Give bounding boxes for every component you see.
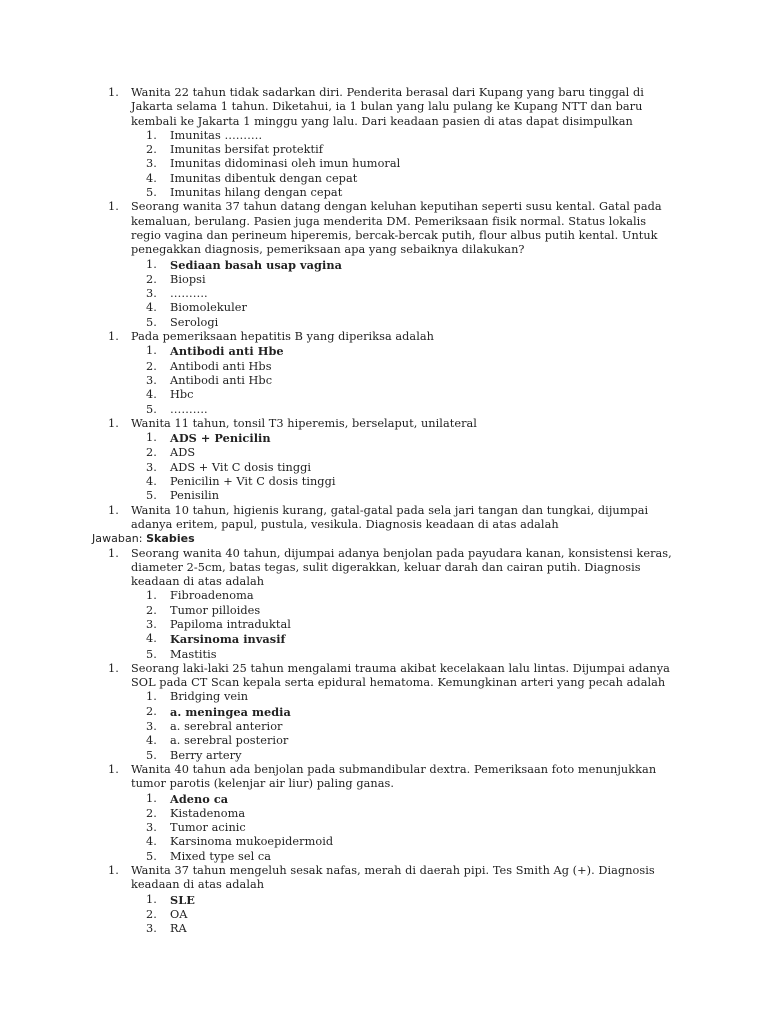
option-text: Sediaan basah usap vagina	[170, 257, 342, 272]
option-correct	[0, 344, 768, 359]
option-text: Papiloma intraduktal	[170, 617, 291, 631]
option-number: 5.	[146, 849, 157, 863]
option-number: 5.	[146, 647, 157, 661]
option-text: Kistadenoma	[170, 806, 246, 820]
option-text: Biomolekuler	[170, 301, 247, 315]
option-item	[0, 821, 768, 835]
question-5	[0, 504, 768, 533]
question-text: Seorang laki-laki 25 tahun mengalami trauma akibat kecelakaan lalu lintas. Dijumpai adanya SOL pada CT Scan kepala serta epidural hematoma. Kemungkinan arteri yang pecah adalah	[131, 661, 670, 690]
answer-line	[0, 532, 768, 546]
option-text: Adeno ca	[170, 791, 229, 806]
option-item	[0, 690, 768, 704]
option-number: 3.	[146, 720, 157, 734]
question-number: 1.	[108, 503, 119, 517]
option-item	[0, 807, 768, 821]
option-number: 2.	[146, 143, 157, 157]
options-list	[0, 589, 768, 661]
option-text: Imunitas hilang dengan cepat	[170, 186, 343, 200]
option-number: 1.	[146, 257, 157, 271]
option-number: 4.	[146, 388, 157, 402]
option-item	[0, 648, 768, 662]
option-text: Antibodi anti Hbc	[170, 373, 273, 387]
option-correct	[0, 431, 768, 446]
option-number: 5.	[146, 186, 157, 200]
option-number: 4.	[146, 835, 157, 849]
question-number: 1.	[108, 546, 119, 560]
option-text: Fibroadenoma	[170, 589, 254, 603]
options-list	[0, 431, 768, 503]
question-6	[0, 547, 768, 590]
question-text: Seorang wanita 40 tahun, dijumpai adanya benjolan pada payudara kanan, konsistensi keras, diameter 2-5cm, batas tegas, sulit digerakkan, keluar darah dan cairan putih. Diagnosis keadaan di atas adalah	[131, 546, 672, 589]
option-item	[0, 360, 768, 374]
option-number: 5.	[146, 489, 157, 503]
option-number: 2.	[146, 446, 157, 460]
option-item	[0, 403, 768, 417]
option-number: 2.	[146, 359, 157, 373]
option-item	[0, 908, 768, 922]
option-number: 2.	[146, 907, 157, 921]
option-text: Tumor pilloides	[170, 603, 261, 617]
option-correct	[0, 258, 768, 273]
option-item	[0, 316, 768, 330]
question-text: Wanita 10 tahun, higienis kurang, gatal-gatal pada sela jari tangan dan tungkai, dijumpai adanya eritem, papul, pustula, vesikula. Diagnosis keadaan di atas adalah	[131, 503, 649, 531]
option-number: 3.	[146, 460, 157, 474]
option-text: Mixed type sel ca	[170, 849, 272, 863]
question-3	[0, 330, 768, 344]
option-item	[0, 749, 768, 763]
question-number: 1.	[108, 661, 119, 675]
option-text: a. meningea media	[170, 704, 291, 719]
option-item	[0, 129, 768, 143]
option-text: a. serebral anterior	[170, 720, 283, 734]
question-number: 1.	[108, 416, 119, 430]
option-number: 4.	[146, 734, 157, 748]
option-correct	[0, 632, 768, 647]
option-number: 1.	[146, 791, 157, 805]
option-number: 1.	[146, 589, 157, 603]
option-number: 4.	[146, 475, 157, 489]
question-9	[0, 864, 768, 893]
option-text: Serologi	[170, 315, 219, 329]
options-list	[0, 690, 768, 762]
option-number: 4.	[146, 632, 157, 646]
question-2	[0, 200, 768, 257]
option-text: SLE	[170, 892, 195, 907]
option-number: 1.	[146, 892, 157, 906]
option-number: 5.	[146, 748, 157, 762]
option-text: Antibodi anti Hbs	[170, 359, 272, 373]
options-list	[0, 258, 768, 330]
option-text: ……….	[170, 287, 208, 301]
option-number: 1.	[146, 128, 157, 142]
option-number: 2.	[146, 704, 157, 718]
option-text: Antibodi anti Hbe	[170, 344, 284, 359]
option-number: 2.	[146, 806, 157, 820]
option-number: 4.	[146, 171, 157, 185]
question-4	[0, 417, 768, 431]
option-item	[0, 835, 768, 849]
option-text: Biopsi	[170, 272, 206, 286]
answer-value: Skabies	[146, 532, 195, 546]
options-list	[0, 893, 768, 937]
option-item	[0, 489, 768, 503]
option-text: RA	[170, 922, 187, 936]
answer-label: Jawaban:	[92, 532, 147, 546]
option-correct	[0, 893, 768, 908]
option-number: 1.	[146, 690, 157, 704]
option-item	[0, 388, 768, 402]
option-text: Imunitas bersifat protektif	[170, 143, 323, 157]
option-number: 2.	[146, 272, 157, 286]
option-number: 3.	[146, 821, 157, 835]
option-number: 3.	[146, 617, 157, 631]
question-7	[0, 662, 768, 691]
option-item	[0, 589, 768, 603]
option-text: Imunitas didominasi oleh imun humoral	[170, 157, 401, 171]
option-number: 3.	[146, 157, 157, 171]
option-number: 1.	[146, 431, 157, 445]
option-number: 5.	[146, 402, 157, 416]
option-number: 3.	[146, 373, 157, 387]
option-item	[0, 475, 768, 489]
question-text: Seorang wanita 37 tahun datang dengan keluhan keputihan seperti susu kental. Gatal pada kemaluan, berulang. Pasien juga menderita DM. Pemeriksaan fisik normal. Status lokalis regio vagina dan perineum hiperemis, bercak-bercak putih, flour albus putih kental. Untuk penegakkan diagnosis, pemeriksaan apa yang sebaiknya dilakukan?	[131, 200, 662, 257]
option-text: OA	[170, 907, 188, 921]
option-text: Mastitis	[170, 647, 217, 661]
options-list	[0, 792, 768, 864]
question-text: Wanita 37 tahun mengeluh sesak nafas, merah di daerah pipi. Tes Smith Ag (+). Diagnosis keadaan di atas adalah	[131, 864, 655, 892]
option-number: 4.	[146, 301, 157, 315]
option-text: Imunitas dibentuk dengan cepat	[170, 171, 358, 185]
option-item	[0, 273, 768, 287]
option-item	[0, 301, 768, 315]
option-item	[0, 461, 768, 475]
question-text: Wanita 22 tahun tidak sadarkan diri. Penderita berasal dari Kupang yang baru tinggal di Jakarta selama 1 tahun. Diketahui, ia 1 bulan yang lalu pulang ke Kupang NTT dan baru kembali ke Jakarta 1 minggu yang lalu. Dari keadaan pasien di atas dapat disimpulkan	[131, 86, 644, 128]
option-text: ADS	[170, 446, 196, 460]
question-number: 1.	[108, 200, 119, 214]
question-text: Wanita 11 tahun, tonsil T3 hiperemis, berselaput, unilateral	[131, 416, 477, 430]
option-number: 3.	[146, 287, 157, 301]
option-number: 5.	[146, 315, 157, 329]
option-item	[0, 446, 768, 460]
question-number: 1.	[108, 762, 119, 776]
option-item	[0, 604, 768, 618]
option-text: Hbc	[170, 388, 194, 402]
option-text: Penisilin	[170, 489, 220, 503]
option-number: 3.	[146, 922, 157, 936]
document-body	[0, 86, 768, 937]
option-text: ADS + Vit C dosis tinggi	[170, 460, 312, 474]
option-correct	[0, 705, 768, 720]
question-1	[0, 86, 768, 129]
option-correct	[0, 792, 768, 807]
question-text: Pada pemeriksaan hepatitis B yang diperiksa adalah	[131, 330, 434, 344]
option-text: Karsinoma invasif	[170, 632, 286, 647]
option-item	[0, 186, 768, 200]
option-number: 1.	[146, 344, 157, 358]
option-text: a. serebral posterior	[170, 734, 289, 748]
option-text: Penicilin + Vit C dosis tinggi	[170, 475, 336, 489]
question-number: 1.	[108, 864, 119, 878]
options-list	[0, 344, 768, 416]
option-text: Tumor acinic	[170, 821, 246, 835]
option-item	[0, 720, 768, 734]
option-item	[0, 143, 768, 157]
option-text: ……….	[170, 402, 208, 416]
option-text: Berry artery	[170, 748, 242, 762]
option-item	[0, 287, 768, 301]
option-item	[0, 850, 768, 864]
question-number: 1.	[108, 330, 119, 344]
question-number: 1.	[108, 86, 119, 99]
option-item	[0, 734, 768, 748]
option-item	[0, 172, 768, 186]
option-item	[0, 618, 768, 632]
options-list	[0, 129, 768, 200]
option-item	[0, 374, 768, 388]
question-8	[0, 763, 768, 792]
option-number: 2.	[146, 603, 157, 617]
option-text: Karsinoma mukoepidermoid	[170, 835, 334, 849]
option-item	[0, 922, 768, 936]
option-text: Imunitas ……….	[170, 128, 263, 142]
option-text: Bridging vein	[170, 690, 249, 704]
question-text: Wanita 40 tahun ada benjolan pada submandibular dextra. Pemeriksaan foto menunjukkan tumor parotis (kelenjar air liur) paling ganas.	[131, 762, 657, 791]
option-item	[0, 157, 768, 171]
option-text: ADS + Penicilin	[170, 431, 271, 446]
